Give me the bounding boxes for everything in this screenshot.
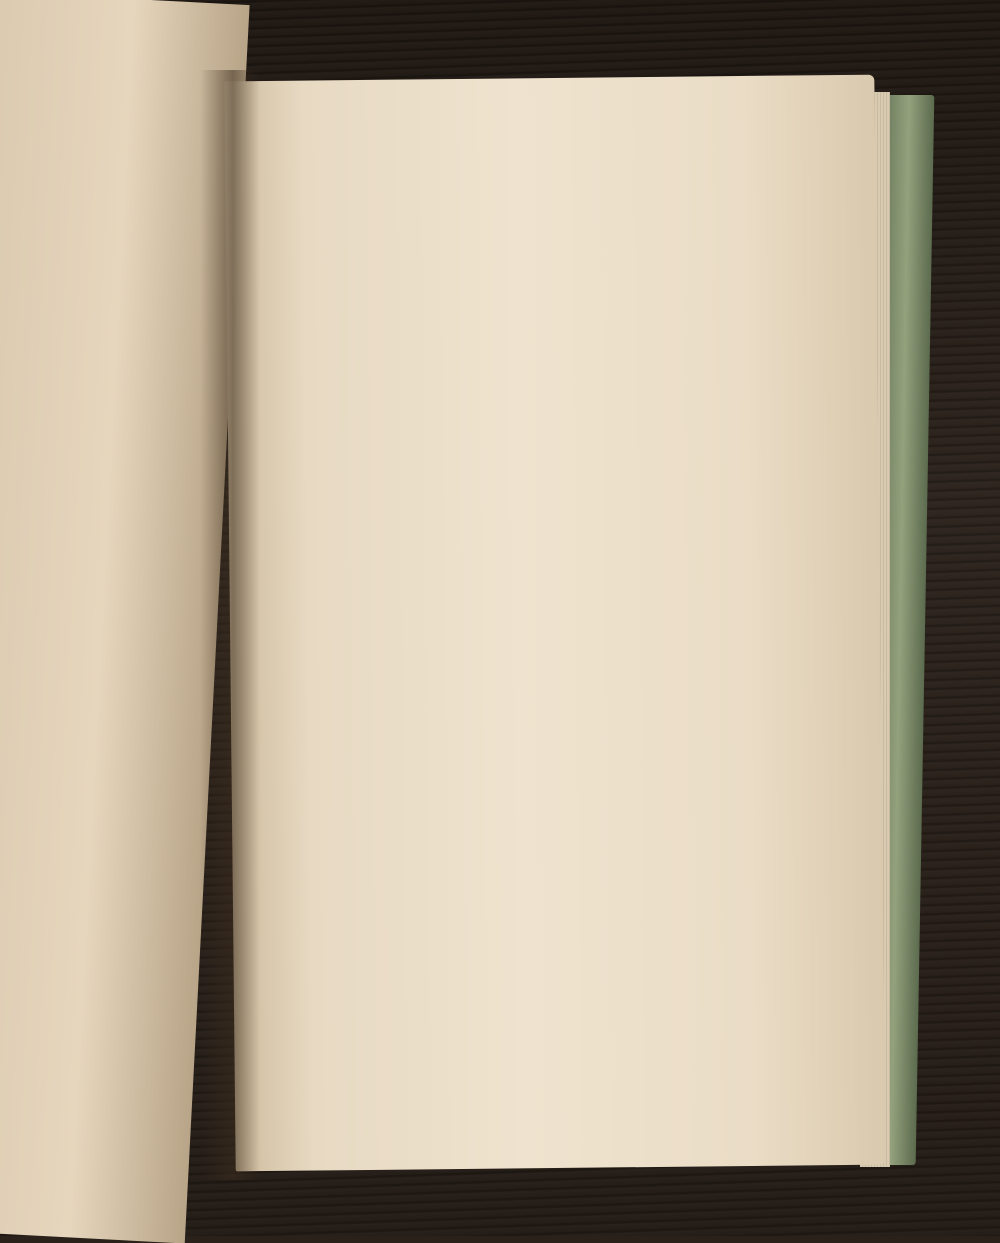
story-body (265, 173, 825, 179)
top-lines (265, 139, 825, 145)
book-gutter-shadow (200, 70, 260, 1180)
closing-paragraph (265, 139, 825, 145)
right-page-text (265, 139, 825, 179)
story-title (265, 173, 825, 179)
left-page-text (0, 2, 250, 16)
right-page (224, 75, 885, 1172)
